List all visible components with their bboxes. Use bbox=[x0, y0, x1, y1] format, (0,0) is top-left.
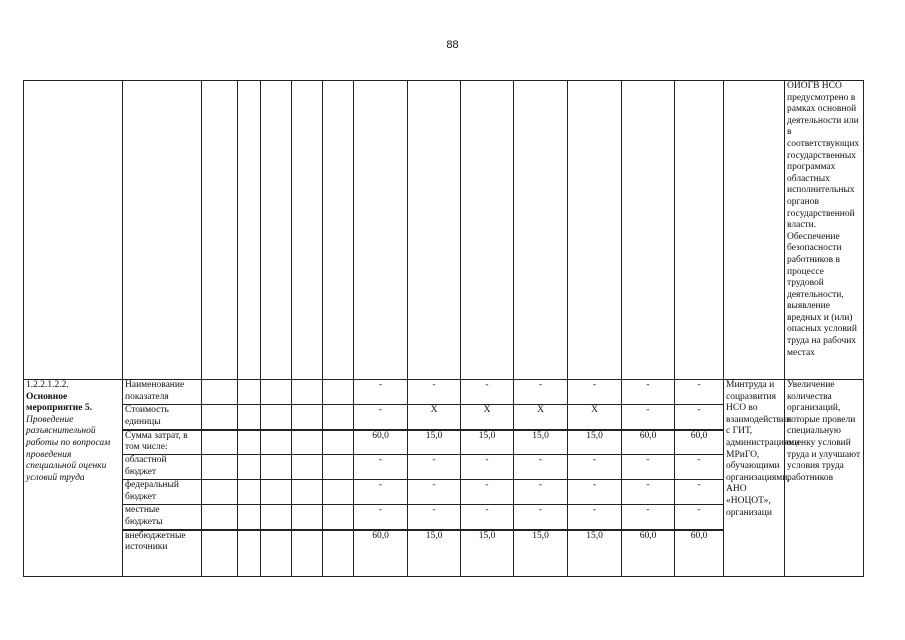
measure-title: Основное мероприятие 5. bbox=[26, 391, 92, 414]
value-cell: - bbox=[461, 480, 514, 505]
value-cell: - bbox=[354, 380, 408, 405]
executors-cell: Минтруда и соцразвития НСО во взаимодействии с ГИТ, администрациями МРиГО, обучающими организациями, АНО «НОЦОТ», организаци bbox=[724, 380, 785, 577]
row-label: областной бюджет bbox=[123, 455, 202, 480]
measure-code: 1.2.2.1.2.2. bbox=[26, 380, 69, 390]
value-cell: - bbox=[461, 380, 514, 405]
cell-code-empty bbox=[24, 81, 123, 380]
value-cell: - bbox=[408, 380, 461, 405]
value-cell: 15,0 bbox=[408, 430, 461, 455]
row-label: Наименование показателя bbox=[123, 380, 202, 405]
expected-result-continued: ОИОГВ НСО предусмотрено в рамках основной деятельности или в соответствующих государственных программах областных исполнительных органов государственной власти. Обеспечение безопасности работников в процессе трудовой деятельности, выявление вредных и (или) опасных условий труда на рабочих местах bbox=[785, 81, 864, 380]
value-cell: 15,0 bbox=[568, 430, 622, 455]
value-cell: 60,0 bbox=[354, 430, 408, 455]
value-cell: 15,0 bbox=[514, 430, 568, 455]
value-cell: 15,0 bbox=[461, 430, 514, 455]
value-cell: 60,0 bbox=[622, 530, 675, 577]
value-cell: 15,0 bbox=[568, 530, 622, 577]
expected-result-cell: Увеличение количества организаций, которые провели специальную оценку условий труда и улучшают условия труда работников bbox=[785, 380, 864, 577]
value-cell: - bbox=[675, 455, 724, 480]
value-cell: - bbox=[622, 405, 675, 430]
value-cell: - bbox=[354, 405, 408, 430]
value-cell: X bbox=[514, 405, 568, 430]
measure-description: Проведение разъяснительной работы по вопросам проведения специальной оценки условий труда bbox=[26, 414, 111, 483]
row-label: местные бюджеты bbox=[123, 505, 202, 530]
value-cell: - bbox=[675, 480, 724, 505]
value-cell: 60,0 bbox=[675, 430, 724, 455]
value-cell: - bbox=[354, 505, 408, 530]
value-cell: - bbox=[408, 455, 461, 480]
value-cell: - bbox=[461, 505, 514, 530]
value-cell: - bbox=[622, 480, 675, 505]
value-cell: X bbox=[461, 405, 514, 430]
page-number: 88 bbox=[446, 39, 459, 51]
value-cell: - bbox=[622, 380, 675, 405]
row-label: внебюджетные источники bbox=[123, 530, 202, 577]
value-cell: - bbox=[675, 380, 724, 405]
measure-code-cell bbox=[24, 380, 123, 577]
value-cell: X bbox=[568, 405, 622, 430]
value-cell: 15,0 bbox=[514, 530, 568, 577]
continuation-row bbox=[24, 81, 864, 380]
value-cell: 15,0 bbox=[461, 530, 514, 577]
value-cell: 60,0 bbox=[622, 430, 675, 455]
value-cell: 60,0 bbox=[675, 530, 724, 577]
value-cell: - bbox=[622, 505, 675, 530]
value-cell: - bbox=[568, 480, 622, 505]
value-cell: - bbox=[461, 455, 514, 480]
value-cell: - bbox=[514, 505, 568, 530]
value-cell: - bbox=[408, 480, 461, 505]
indicator-row bbox=[24, 380, 864, 405]
value-cell: - bbox=[675, 505, 724, 530]
value-cell: - bbox=[568, 380, 622, 405]
value-cell: - bbox=[514, 455, 568, 480]
row-label: Стоимость единицы bbox=[123, 405, 202, 430]
value-cell: 60,0 bbox=[354, 530, 408, 577]
value-cell: X bbox=[408, 405, 461, 430]
value-cell: 15,0 bbox=[408, 530, 461, 577]
row-label: Сумма затрат, в том числе: bbox=[123, 430, 202, 455]
cell-executors-empty bbox=[724, 81, 785, 380]
program-measures-table bbox=[23, 80, 864, 577]
cell-label-empty bbox=[123, 81, 202, 380]
value-cell: - bbox=[408, 505, 461, 530]
value-cell: - bbox=[354, 480, 408, 505]
row-label: федеральный бюджет bbox=[123, 480, 202, 505]
value-cell: - bbox=[568, 505, 622, 530]
value-cell: - bbox=[514, 380, 568, 405]
value-cell: - bbox=[354, 455, 408, 480]
value-cell: - bbox=[622, 455, 675, 480]
value-cell: - bbox=[514, 480, 568, 505]
value-cell: - bbox=[675, 405, 724, 430]
value-cell: - bbox=[568, 455, 622, 480]
